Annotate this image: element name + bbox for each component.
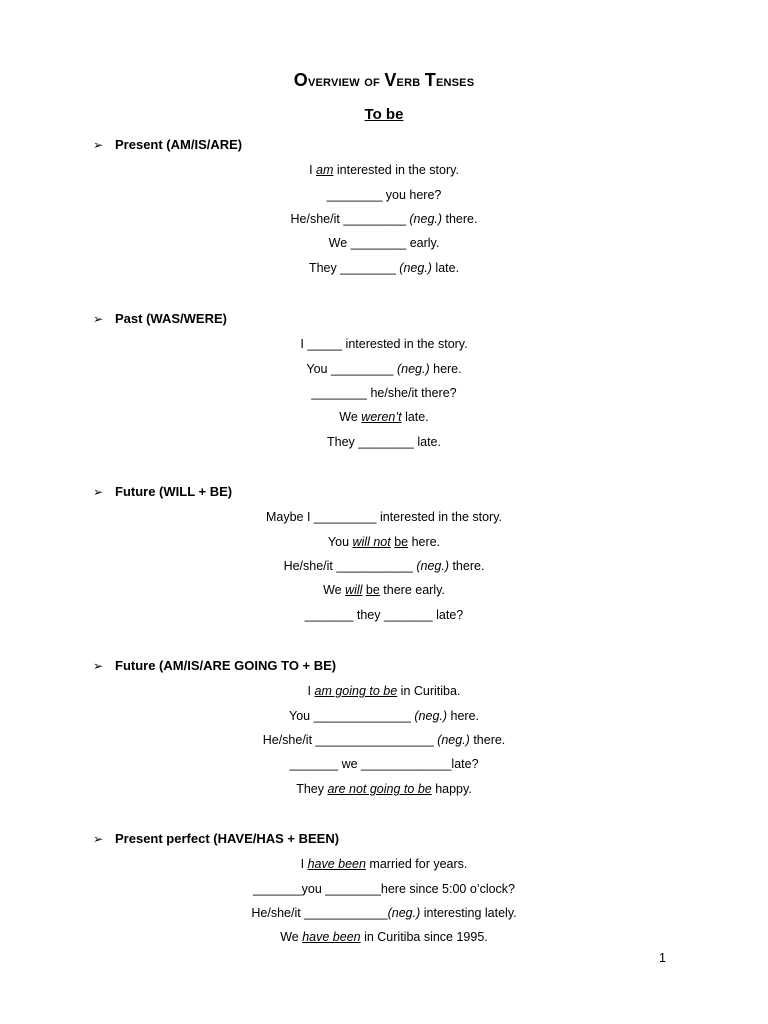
section-heading — [93, 831, 339, 846]
example-sentence — [0, 608, 768, 622]
example-sentence — [0, 410, 768, 424]
sentence-segment: late. — [401, 410, 429, 424]
sentence-segment: You ______________ — [289, 709, 415, 723]
sentence-segment: We — [323, 583, 346, 597]
sentence-segment: Maybe I _________ interested in the story. — [265, 510, 503, 524]
sentence-segment: in Curitiba since 1995. — [360, 930, 488, 944]
title-part: of — [364, 73, 385, 90]
sentence-segment: I — [307, 684, 315, 698]
example-sentence — [0, 733, 768, 747]
sentence-segment: _______you ________here since 5:00 o’clock? — [252, 882, 515, 896]
sentence-segment: am — [316, 163, 334, 177]
sentence-segment: there. — [442, 212, 478, 226]
sentence-segment: weren’t — [361, 410, 402, 424]
sentence-segment: _______ we _____________late? — [289, 757, 479, 771]
example-sentence — [0, 236, 768, 250]
section-heading — [93, 137, 242, 152]
sentence-segment: married for years. — [365, 857, 468, 871]
example-sentence — [0, 782, 768, 796]
title-part: erb — [396, 73, 425, 90]
example-sentence — [0, 559, 768, 573]
sentence-segment: (neg.) — [409, 212, 443, 226]
section-heading-text: Present (AM/IS/ARE) — [115, 137, 243, 152]
sentence-segment: happy. — [431, 782, 472, 796]
sentence-segment: interested in the story. — [333, 163, 459, 177]
sentence-segment: there early. — [379, 583, 445, 597]
section-heading — [93, 658, 336, 673]
section-heading-text: Future (AM/IS/ARE GOING TO + BE) — [115, 658, 337, 673]
sentence-segment: be — [365, 583, 380, 597]
sentence-segment: He/she/it ____________ — [251, 906, 388, 920]
title-part: enses — [435, 73, 475, 90]
sentence-segment: are not going to be — [327, 782, 432, 796]
sentence-segment: here. — [447, 709, 479, 723]
sentence-segment: (neg.) — [416, 559, 449, 573]
sentence-segment: interesting lately. — [420, 906, 517, 920]
sentence-segment: He/she/it _________ — [290, 212, 410, 226]
example-sentence — [0, 906, 768, 920]
section-heading-text: Past (WAS/WERE) — [115, 311, 227, 326]
sentence-segment: here. — [408, 535, 441, 549]
example-sentence — [0, 684, 768, 698]
section-heading — [93, 484, 232, 499]
arrow-bullet-icon: ➢ — [93, 659, 104, 673]
sentence-segment: have been — [307, 857, 366, 871]
sentence-segment: You _________ — [306, 362, 397, 376]
sentence-segment: _______ they _______ late? — [304, 608, 464, 622]
example-sentence — [0, 261, 768, 275]
example-sentence — [0, 583, 768, 597]
sentence-segment: You — [327, 535, 353, 549]
example-sentence — [0, 386, 768, 400]
sentence-segment: (neg.) — [414, 709, 448, 723]
arrow-bullet-icon: ➢ — [93, 485, 104, 499]
sentence-segment: (neg.) — [396, 362, 430, 376]
sentence-segment: will — [345, 583, 363, 597]
sentence-segment: We — [280, 930, 303, 944]
document-subtitle: To be — [364, 106, 404, 123]
section-heading-text: Present perfect (HAVE/HAS + BEEN) — [115, 831, 340, 846]
sentence-segment: (neg.) — [437, 733, 470, 747]
sentence-segment: there. — [469, 733, 506, 747]
example-sentence — [0, 362, 768, 376]
example-sentence — [0, 212, 768, 226]
example-sentence — [0, 709, 768, 723]
sentence-segment: He/she/it _________________ — [262, 733, 438, 747]
title-part: O — [293, 70, 308, 90]
arrow-bullet-icon: ➢ — [93, 138, 104, 152]
example-sentence — [0, 510, 768, 524]
sentence-segment: ________ he/she/it there? — [311, 386, 457, 400]
arrow-bullet-icon: ➢ — [93, 312, 104, 326]
example-sentence — [0, 163, 768, 177]
sentence-segment: I _____ interested in the story. — [300, 337, 468, 351]
sentence-segment: am going to be — [314, 684, 398, 698]
title-part: V — [384, 70, 397, 90]
sentence-segment: We ________ early. — [328, 236, 440, 250]
sentence-segment: have been — [302, 930, 361, 944]
page-number: 1 — [659, 951, 666, 965]
document-title — [0, 70, 768, 91]
sentence-segment: here. — [429, 362, 462, 376]
example-sentence — [0, 535, 768, 549]
example-sentence — [0, 857, 768, 871]
sentence-segment: there. — [448, 559, 485, 573]
sentence-segment: They — [296, 782, 328, 796]
title-part: T — [424, 70, 436, 90]
sentence-segment: We — [339, 410, 362, 424]
section-heading-text: Future (WILL + BE) — [115, 484, 233, 499]
sentence-segment: They ________ late. — [327, 435, 441, 449]
sentence-segment: in Curitiba. — [397, 684, 461, 698]
example-sentence — [0, 757, 768, 771]
sentence-segment: He/she/it ___________ — [283, 559, 417, 573]
sentence-segment: late. — [431, 261, 460, 275]
sentence-segment: (neg.) — [399, 261, 432, 275]
section-heading — [93, 311, 227, 326]
title-part: verview — [307, 73, 365, 90]
example-sentence — [0, 435, 768, 449]
sentence-segment: They ________ — [308, 261, 400, 275]
sentence-segment: (neg.) — [387, 906, 421, 920]
example-sentence — [0, 188, 768, 202]
example-sentence — [0, 930, 768, 944]
example-sentence — [0, 337, 768, 351]
sentence-segment: I — [309, 163, 317, 177]
sentence-segment: will not — [352, 535, 391, 549]
sentence-segment: be — [394, 535, 409, 549]
sentence-segment: I — [300, 857, 308, 871]
arrow-bullet-icon: ➢ — [93, 832, 104, 846]
sentence-segment: ________ you here? — [326, 188, 442, 202]
example-sentence — [0, 882, 768, 896]
